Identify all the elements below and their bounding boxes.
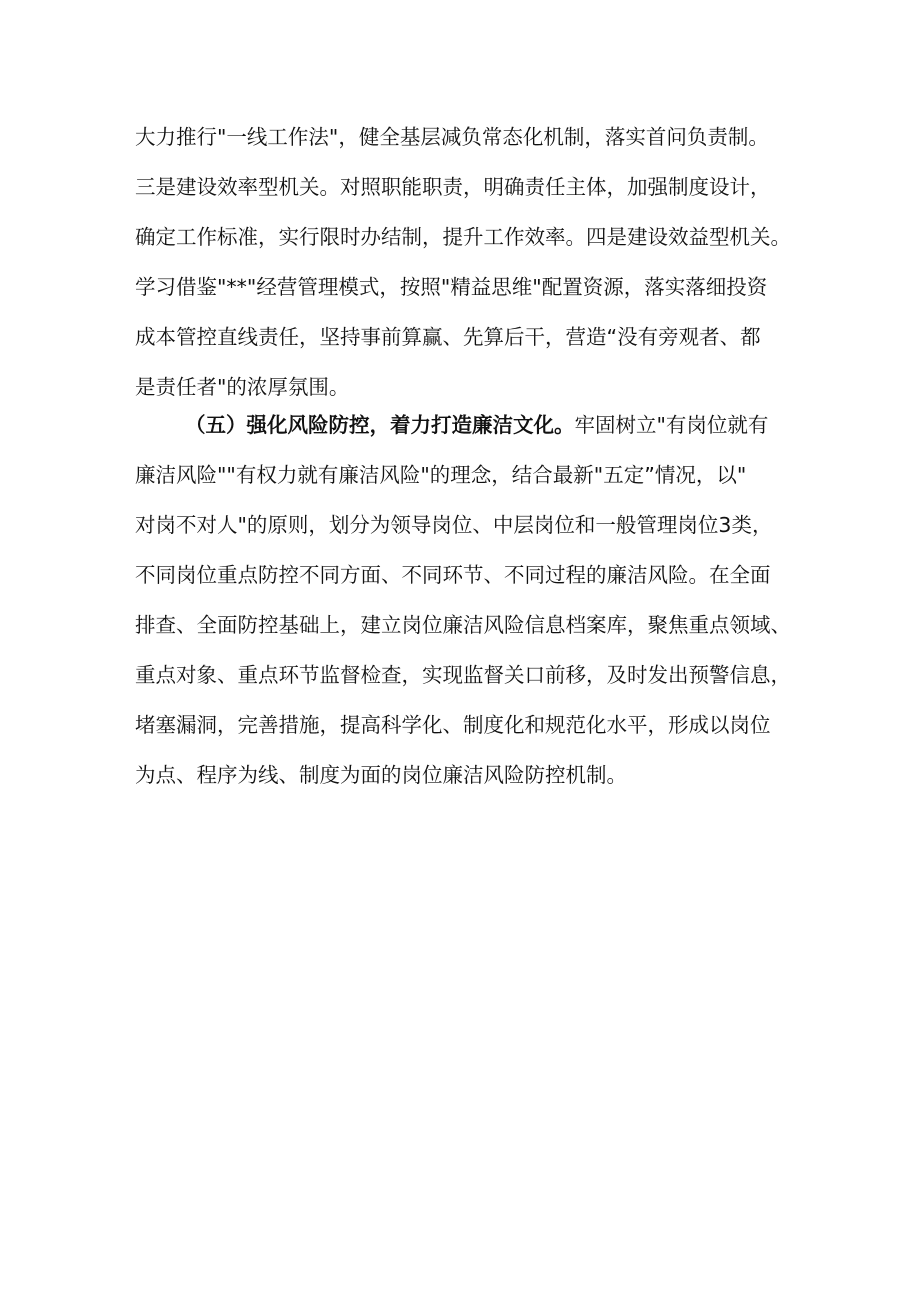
paragraph-1-line: 三是建设效率型机关。对照职能职责，明确责任主体，加强制度设计， xyxy=(135,175,771,199)
paragraph-1-line: 学习借鉴"**"经营管理模式，按照"精益思维"配置资源，落实落细投资 xyxy=(135,275,768,299)
paragraph-2 xyxy=(135,400,795,800)
paragraph-1 xyxy=(135,112,795,412)
paragraph-2-first-line xyxy=(135,400,795,450)
paragraph-1-line: 确定工作标准，实行限时办结制，提升工作效率。四是建设效益型机关。 xyxy=(135,225,791,249)
paragraph-1-line: 成本管控直线责任，坚持事前算赢、先算后干，营造“没有旁观者、都 xyxy=(135,325,761,349)
paragraph-1-line: 大力推行"一线工作法"，健全基层减负常态化机制，落实首问负责制。 xyxy=(135,125,769,149)
paragraph-2-line: 重点对象、重点环节监督检查，实现监督关口前移，及时发出预警信息， xyxy=(135,663,791,687)
paragraph-1-line: 是责任者"的浓厚氛围。 xyxy=(135,375,350,399)
paragraph-2-line: 堵塞漏洞，完善措施，提高科学化、制度化和规范化水平，形成以岗位 xyxy=(135,713,771,737)
paragraph-2-line: 对岗不对人"的原则，划分为领导岗位、中层岗位和一般管理岗位3类， xyxy=(135,513,773,537)
paragraph-2-first-line-text: 牢固树立"有岗位就有 xyxy=(574,413,769,437)
paragraph-2-line: 不同岗位重点防控不同方面、不同环节、不同过程的廉洁风险。在全面 xyxy=(135,563,771,587)
paragraph-2-line: 排查、全面防控基础上，建立岗位廉洁风险信息档案库，聚焦重点领域、 xyxy=(135,613,791,637)
section-heading: （五）强化风险防控，着力打造廉洁文化。 xyxy=(185,413,575,437)
paragraph-2-line: 廉洁风险""有权力就有廉洁风险"的理念，结合最新"五定”情况，以" xyxy=(135,463,747,487)
paragraph-2-line: 为点、程序为线、制度为面的岗位廉洁风险防控机制。 xyxy=(135,763,627,787)
